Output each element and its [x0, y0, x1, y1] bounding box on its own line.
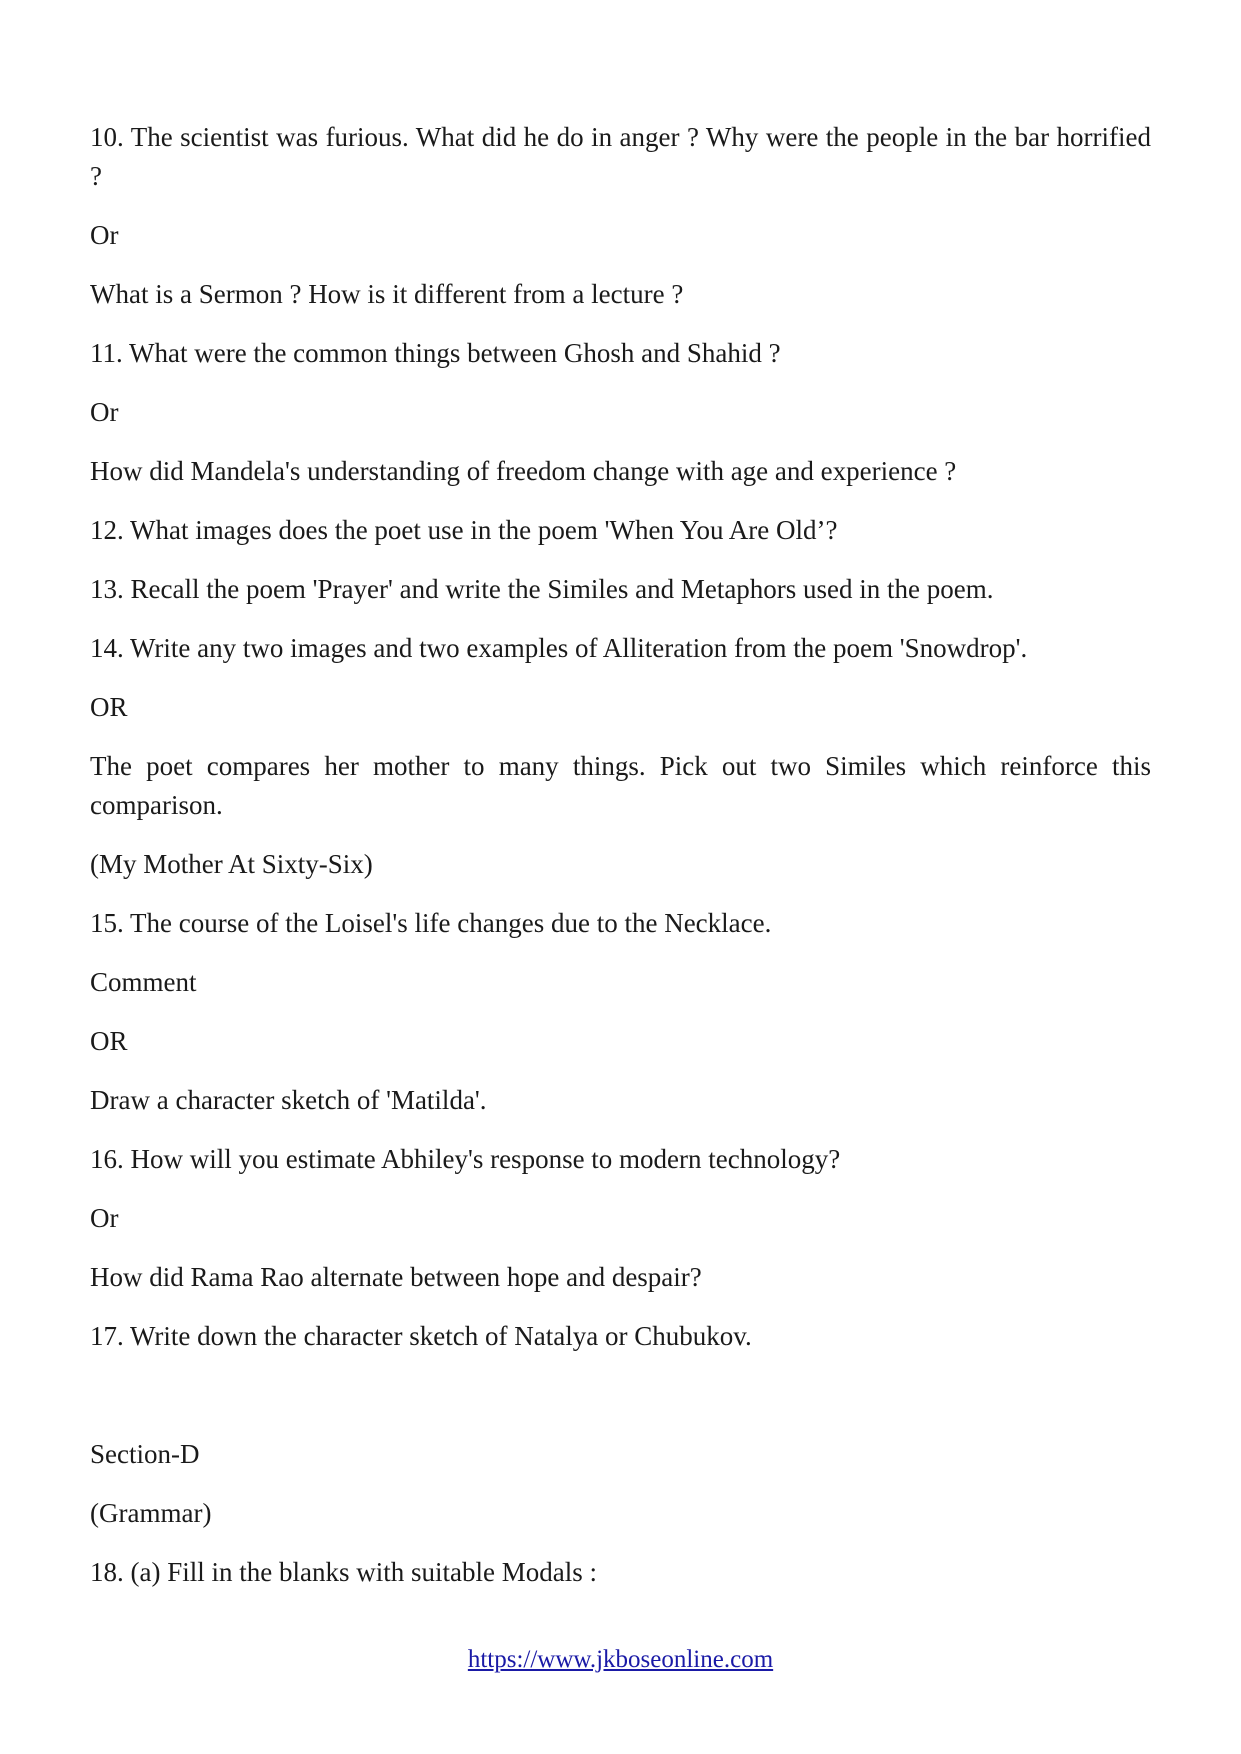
or-separator: Or	[90, 397, 119, 427]
question-16: 16. How will you estimate Abhiley's response to modern technology?	[90, 1144, 841, 1174]
question-14-alternative-source: (My Mother At Sixty-Six)	[90, 849, 373, 879]
question-14-alternative: The poet compares her mother to many things. Pick out two Similes which reinforce this comparison.	[90, 751, 1151, 820]
or-separator: OR	[90, 1026, 128, 1056]
section-subtitle: (Grammar)	[90, 1498, 212, 1528]
question-17: 17. Write down the character sketch of Natalya or Chubukov.	[90, 1321, 752, 1351]
section-title: Section-D	[90, 1439, 200, 1469]
question-10-alternative: What is a Sermon ? How is it different from a lecture ?	[90, 279, 684, 309]
question-12: 12. What images does the poet use in the poem 'When You Are Old’?	[90, 515, 838, 545]
question-10: 10. The scientist was furious. What did he do in anger ? Why were the people in the bar horrified ?	[90, 122, 1151, 191]
question-16-alternative: How did Rama Rao alternate between hope and despair?	[90, 1262, 702, 1292]
website-link[interactable]: https://www.jkboseonline.com	[467, 1646, 774, 1673]
question-18a: 18. (a) Fill in the blanks with suitable Modals :	[90, 1557, 597, 1587]
question-13: 13. Recall the poem 'Prayer' and write the Similes and Metaphors used in the poem.	[90, 574, 994, 604]
spacer	[90, 1376, 1151, 1435]
page-footer	[0, 1646, 1241, 1674]
document-body	[90, 118, 1151, 1612]
question-11-alternative: How did Mandela's understanding of freedom change with age and experience ?	[90, 456, 957, 486]
question-15-alternative: Draw a character sketch of 'Matilda'.	[90, 1085, 487, 1115]
question-11: 11. What were the common things between Ghosh and Shahid ?	[90, 338, 781, 368]
or-separator: OR	[90, 692, 128, 722]
question-15: 15. The course of the Loisel's life changes due to the Necklace.	[90, 908, 772, 938]
question-14: 14. Write any two images and two examples of Alliteration from the poem 'Snowdrop'.	[90, 633, 1028, 663]
or-separator: Or	[90, 1203, 119, 1233]
or-separator: Or	[90, 220, 119, 250]
question-15-comment: Comment	[90, 967, 197, 997]
